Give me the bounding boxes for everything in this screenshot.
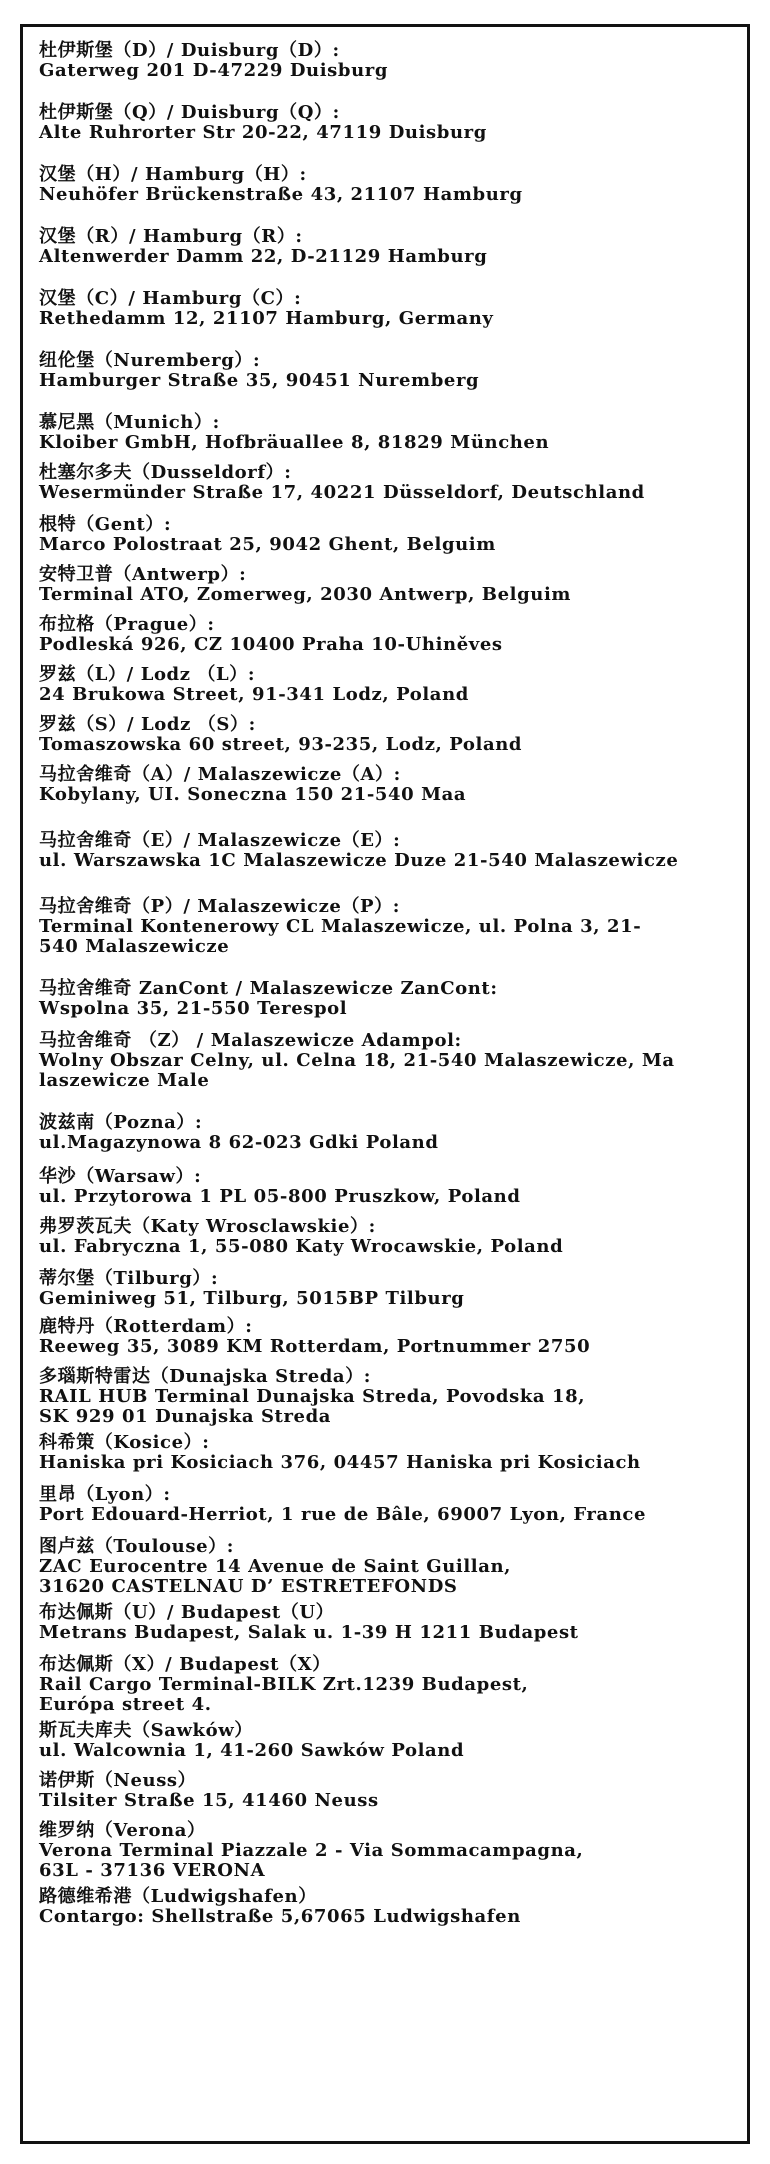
address-entry [39, 765, 741, 805]
address-entry-line: Podleská 926, CZ 10400 Praha 10-Uhiněves [39, 634, 503, 655]
address-entry [39, 1655, 741, 1715]
address-entry-line: 24 Brukowa Street, 91-341 Lodz, Poland [39, 684, 469, 705]
address-entry-title: 鹿特丹（Rotterdam）: [39, 1316, 253, 1337]
address-entry-line: Kloiber GmbH, Hofbräuallee 8, 81829 München [39, 432, 550, 453]
address-entry [39, 289, 741, 329]
address-entry-title: 多瑙斯特雷达（Dunajska Streda）: [39, 1366, 372, 1387]
address-entry-line: Hamburger Straße 35, 90451 Nuremberg [39, 370, 480, 391]
address-entry-line: Geminiweg 51, Tilburg, 5015BP Tilburg [39, 1288, 465, 1309]
address-entry [39, 351, 741, 391]
address-entry-title: 根特（Gent）: [39, 514, 172, 535]
address-entry-title: 里昂（Lyon）: [39, 1484, 171, 1505]
address-entry [39, 227, 741, 267]
address-entry-line: Rethedamm 12, 21107 Hamburg, Germany [39, 308, 494, 329]
address-entry-line: ul. Warszawska 1C Malaszewicze Duze 21-540 Malaszewicze [39, 850, 679, 871]
address-entry-title: 杜塞尔多夫（Dusseldorf）: [39, 462, 292, 483]
address-entry-line: Neuhöfer Brückenstraße 43, 21107 Hamburg [39, 184, 523, 205]
address-entry-line: Wesermünder Straße 17, 40221 Düsseldorf, Deutschland [39, 482, 645, 503]
address-entry-line: ul. Walcownia 1, 41-260 Sawków Poland [39, 1740, 465, 1761]
address-entry-line: Contargo: Shellstraße 5,67065 Ludwigshafen [39, 1906, 521, 1927]
address-entry-line: Alte Ruhrorter Str 20-22, 47119 Duisburg [39, 122, 487, 143]
address-entry [39, 1217, 741, 1257]
address-entry-title: 汉堡（C）/ Hamburg（C）: [39, 288, 302, 309]
address-entry [39, 1113, 741, 1153]
address-entry-title: 杜伊斯堡（Q）/ Duisburg（Q）: [39, 102, 340, 123]
address-entry-line: Reeweg 35, 3089 KM Rotterdam, Portnummer 2750 [39, 1336, 591, 1357]
address-entry-title: 罗兹（L）/ Lodz （L）: [39, 664, 256, 685]
address-entry-title: 马拉舍维奇 （Z） / Malaszewicze Adampol: [39, 1030, 462, 1051]
address-entry-title: 斯瓦夫库夫（Sawków） [39, 1720, 253, 1741]
address-entry-line: Terminal Kontenerowy CL Malaszewicze, ul. Polna 3, 21- [39, 916, 642, 937]
address-entry-title: 马拉舍维奇（E）/ Malaszewicze（E）: [39, 830, 401, 851]
address-entry-title: 诺伊斯（Neuss） [39, 1770, 197, 1791]
address-entry [39, 1721, 741, 1761]
address-entry [39, 1367, 741, 1427]
address-entry-title: 安特卫普（Antwerp）: [39, 564, 247, 585]
address-entry-line: ul. Fabryczna 1, 55-080 Katy Wrocawskie, Poland [39, 1236, 564, 1257]
address-entry [39, 897, 741, 957]
address-entry-line: 63L - 37136 VERONA [39, 1860, 266, 1881]
address-entry-line: Gaterweg 201 D-47229 Duisburg [39, 60, 389, 81]
address-entry [39, 1167, 741, 1207]
address-entry-title: 罗兹（S）/ Lodz （S）: [39, 714, 256, 735]
address-entry-title: 纽伦堡（Nuremberg）: [39, 350, 261, 371]
address-entry [39, 103, 741, 143]
address-entry-title: 马拉舍维奇（P）/ Malaszewicze（P）: [39, 896, 401, 917]
address-entry-line: Haniska pri Kosiciach 376, 04457 Haniska pri Kosiciach [39, 1452, 641, 1473]
address-entry-title: 图卢兹（Toulouse）: [39, 1536, 234, 1557]
address-entry-title: 蒂尔堡（Tilburg）: [39, 1268, 219, 1289]
address-entry [39, 1537, 741, 1597]
address-entry-title: 布拉格（Prague）: [39, 614, 215, 635]
address-entry-line: Metrans Budapest, Salak u. 1-39 H 1211 Budapest [39, 1622, 579, 1643]
address-entry-line: 31620 CASTELNAU D’ ESTRETEFONDS [39, 1576, 458, 1597]
address-entry-title: 波兹南（Pozna）: [39, 1112, 203, 1133]
address-entry-line: 540 Malaszewicze [39, 936, 230, 957]
address-entry-line: RAIL HUB Terminal Dunajska Streda, Povodska 18, [39, 1386, 586, 1407]
address-entry-title: 布达佩斯（U）/ Budapest（U） [39, 1602, 335, 1623]
address-entry-title: 汉堡（H）/ Hamburg（H）: [39, 164, 307, 185]
address-entry-line: Tomaszowska 60 street, 93-235, Lodz, Poland [39, 734, 523, 755]
address-entry [39, 1485, 741, 1525]
address-entry-line: Kobylany, UI. Soneczna 150 21-540 Maa [39, 784, 467, 805]
address-entry [39, 515, 741, 555]
address-entry-line: Marco Polostraat 25, 9042 Ghent, Belguim [39, 534, 496, 555]
address-entry-line: Rail Cargo Terminal-BILK Zrt.1239 Budapest, [39, 1674, 529, 1695]
address-entry-title: 慕尼黑（Munich）: [39, 412, 220, 433]
address-entry [39, 565, 741, 605]
address-entry-title: 杜伊斯堡（D）/ Duisburg（D）: [39, 40, 340, 61]
address-entry-line: Verona Terminal Piazzale 2 - Via Sommacampagna, [39, 1840, 584, 1861]
address-entry-line: laszewicze Male [39, 1070, 210, 1091]
address-entry [39, 979, 741, 1019]
address-entry [39, 1269, 741, 1309]
address-entry-title: 弗罗茨瓦夫（Katy Wrosclawskie）: [39, 1216, 376, 1237]
address-entry [39, 1031, 741, 1091]
address-entry [39, 615, 741, 655]
address-entry-line: Európa street 4. [39, 1694, 212, 1715]
address-entry-title: 路德维希港（Ludwigshafen） [39, 1886, 317, 1907]
address-entry-title: 维罗纳（Verona） [39, 1820, 206, 1841]
address-entry-title: 华沙（Warsaw）: [39, 1166, 202, 1187]
address-entry-title: 马拉舍维奇 ZanCont / Malaszewicze ZanCont: [39, 978, 498, 999]
address-entry-line: Altenwerder Damm 22, D-21129 Hamburg [39, 246, 488, 267]
address-entry-line: Wspolna 35, 21-550 Terespol [39, 998, 348, 1019]
address-entry-title: 马拉舍维奇（A）/ Malaszewicze（A）: [39, 764, 401, 785]
address-list-frame [20, 24, 750, 2144]
address-entry [39, 1887, 741, 1927]
address-entry-line: Port Edouard-Herriot, 1 rue de Bâle, 69007 Lyon, France [39, 1504, 647, 1525]
address-entry-title: 布达佩斯（X）/ Budapest（X） [39, 1654, 331, 1675]
address-entry [39, 41, 741, 81]
address-entry-title: 科希策（Kosice）: [39, 1432, 210, 1453]
address-entry-title: 汉堡（R）/ Hamburg（R）: [39, 226, 303, 247]
address-entry [39, 1317, 741, 1357]
address-entry-line: Wolny Obszar Celny, ul. Celna 18, 21-540 Malaszewicze, Ma [39, 1050, 675, 1071]
address-entry-line: ZAC Eurocentre 14 Avenue de Saint Guillan, [39, 1556, 512, 1577]
terminal-address-list [39, 41, 741, 2141]
address-entry [39, 831, 741, 871]
address-entry [39, 1603, 741, 1643]
address-entry [39, 463, 741, 503]
address-entry [39, 1771, 741, 1811]
address-entry [39, 665, 741, 705]
address-entry [39, 413, 741, 453]
address-entry-line: SK 929 01 Dunajska Streda [39, 1406, 332, 1427]
address-entry-line: Terminal ATO, Zomerweg, 2030 Antwerp, Belguim [39, 584, 572, 605]
address-entry [39, 715, 741, 755]
address-entry-line: Tilsiter Straße 15, 41460 Neuss [39, 1790, 379, 1811]
address-entry [39, 1821, 741, 1881]
address-entry [39, 165, 741, 205]
address-entry [39, 1433, 741, 1473]
address-entry-line: ul. Przytorowa 1 PL 05-800 Pruszkow, Poland [39, 1186, 521, 1207]
address-entry-line: ul.Magazynowa 8 62-023 Gdki Poland [39, 1132, 439, 1153]
